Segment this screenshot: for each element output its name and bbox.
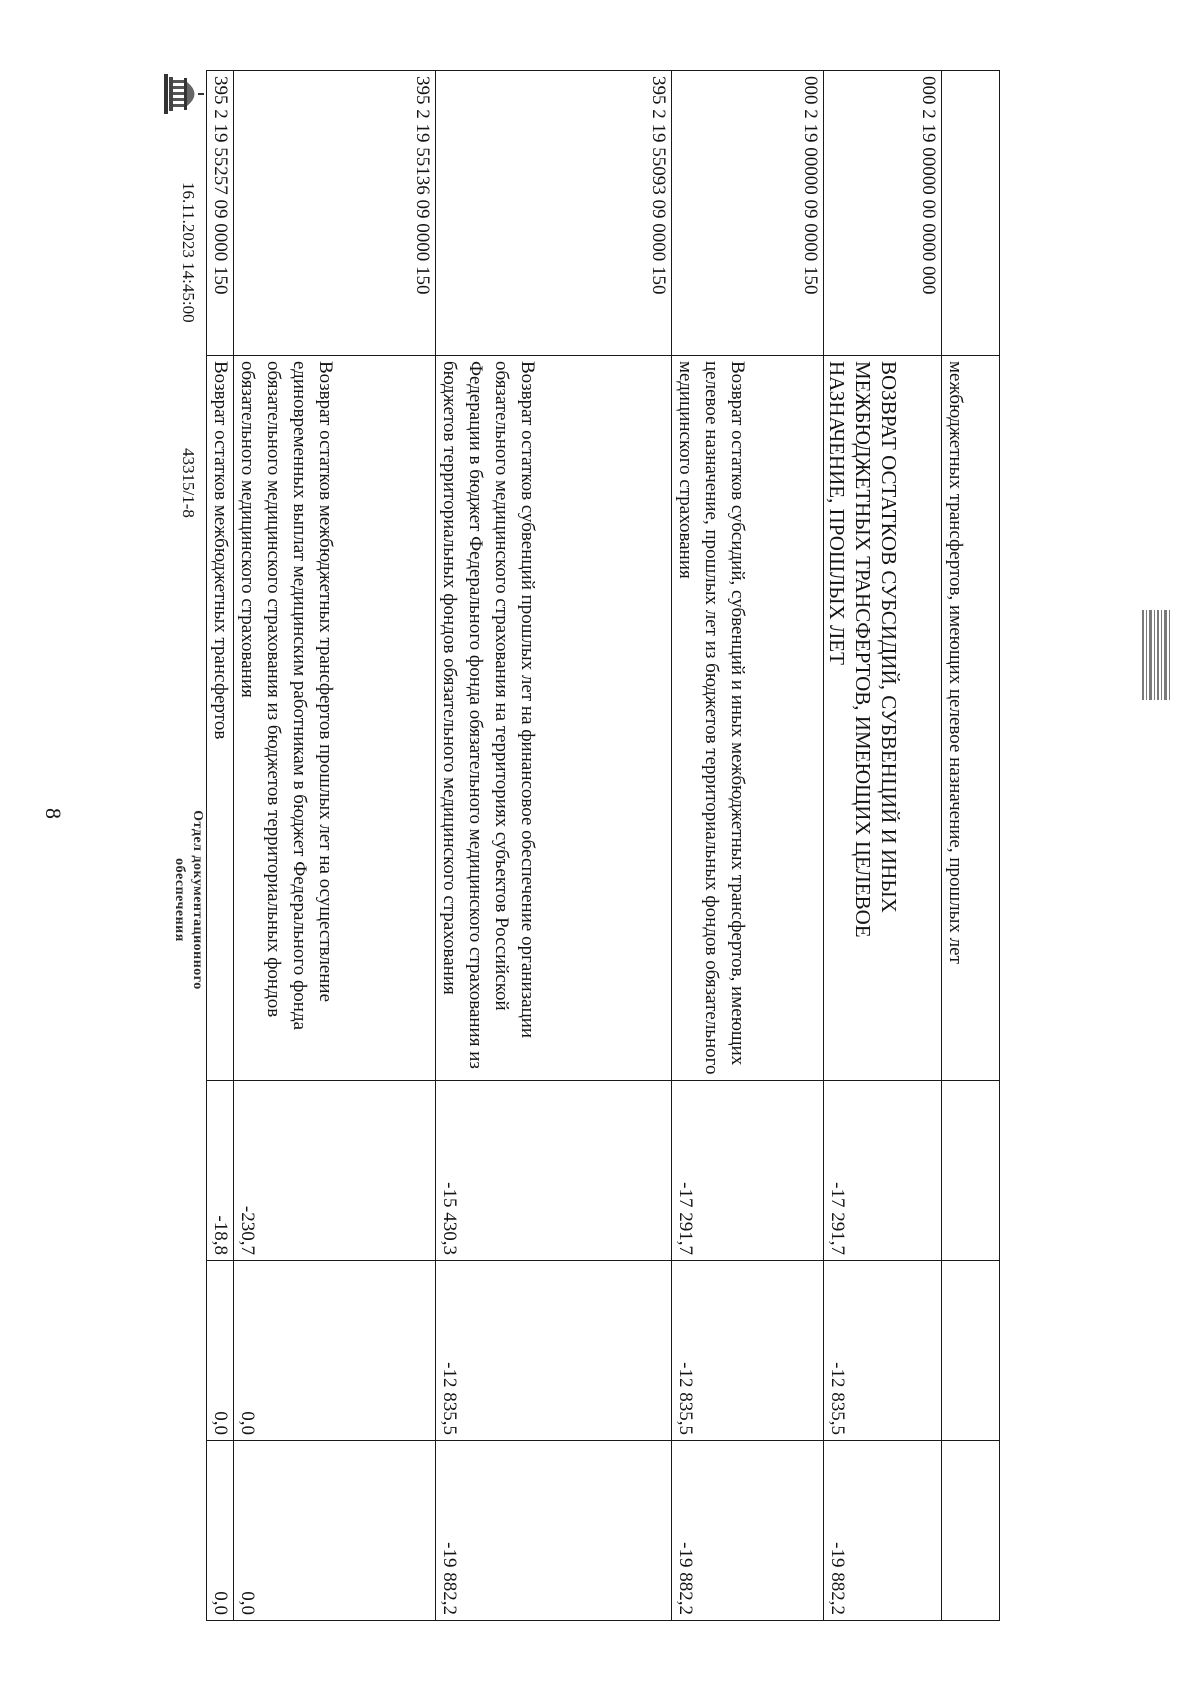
value-cell-1: -18,8 (207, 1081, 234, 1261)
document-timestamp: 16.11.2023 14:45:00 (179, 182, 198, 323)
budget-name-cell: Возврат остатков субвенций прошлых лет на финансовое обеспечение организации обязательного медицинского страхования на территориях субъектов Российской Федерации в бюджет Федерального фонда обязательного медицинского страхования из бюджетов территориальных фондов обязательного медицинского страхования (436, 356, 672, 1081)
budget-code-cell: 395 2 19 55257 09 0000 150 (207, 71, 234, 356)
value-cell-2: 0,0 (207, 1261, 234, 1441)
budget-name-cell: ВОЗВРАТ ОСТАТКОВ СУБСИДИЙ, СУБВЕНЦИЙ И ИНЫХ МЕЖБЮДЖЕТНЫХ ТРАНСФЕРТОВ, ИМЕЮЩИХ ЦЕЛЕВОЕ НАЗНАЧЕНИЕ, ПРОШЛЫХ ЛЕТ (824, 356, 942, 1081)
stamp-line: Отдел документационного (190, 810, 205, 990)
barcode-mark-icon (1140, 600, 1172, 710)
department-stamp (170, 760, 206, 1040)
budget-name-cell: межбюджетных трансфертов, имеющих целевое назначение, прошлых лет (942, 356, 1000, 1081)
value-cell-1: -17 291,7 (824, 1081, 942, 1261)
table-row (436, 71, 672, 1621)
landscape-page (160, 70, 1000, 1620)
value-cell-3: 0,0 (207, 1441, 234, 1621)
value-cell-1: -17 291,7 (672, 1081, 824, 1261)
table-row (672, 71, 824, 1621)
budget-code-cell: 000 2 19 00000 09 0000 150 (672, 71, 824, 356)
budget-name-cell: Возврат остатков межбюджетных трансфертов (207, 356, 234, 1081)
value-cell-3: -19 882,2 (436, 1441, 672, 1621)
value-cell-2: -12 835,5 (672, 1261, 824, 1441)
page-number: 8 (41, 808, 66, 819)
table-row (824, 71, 942, 1621)
value-cell-2 (942, 1261, 1000, 1441)
table-row (942, 71, 1000, 1621)
budget-code-cell (942, 71, 1000, 356)
table-row (234, 71, 436, 1621)
budget-name-cell: Возврат остатков субсидий, субвенций и иных межбюджетных трансфертов, имеющих целевое назначение, прошлых лет из бюджетов территориальных фондов обязательного медицинского страхования (672, 356, 824, 1081)
page-footer (160, 70, 206, 1620)
value-cell-3 (942, 1441, 1000, 1621)
state-duma-emblem-icon (162, 70, 206, 118)
table-row (207, 71, 234, 1621)
value-cell-2: -12 835,5 (824, 1261, 942, 1441)
value-cell-1: -230,7 (234, 1081, 436, 1261)
value-cell-2: -12 835,5 (436, 1261, 672, 1441)
document-number: 43315/1-8 (179, 448, 198, 518)
value-cell-1 (942, 1081, 1000, 1261)
budget-code-cell: 000 2 19 00000 00 0000 000 (824, 71, 942, 356)
value-cell-3: 0,0 (234, 1441, 436, 1621)
budget-code-cell: 395 2 19 55136 09 0000 150 (234, 71, 436, 356)
value-cell-1: -15 430,3 (436, 1081, 672, 1261)
stamp-line: обеспечения (172, 858, 187, 942)
value-cell-3: -19 882,2 (824, 1441, 942, 1621)
budget-name-cell: Возврат остатков межбюджетных трансфертов прошлых лет на осуществление единовременных выплат медицинским работникам в бюджет Федерального фонда обязательного медицинского страхования из бюджетов территориальных фондов обязательного медицинского страхования (234, 356, 436, 1081)
value-cell-2: 0,0 (234, 1261, 436, 1441)
budget-table (206, 70, 1000, 1621)
value-cell-3: -19 882,2 (672, 1441, 824, 1621)
budget-code-cell: 395 2 19 55093 09 0000 150 (436, 71, 672, 356)
